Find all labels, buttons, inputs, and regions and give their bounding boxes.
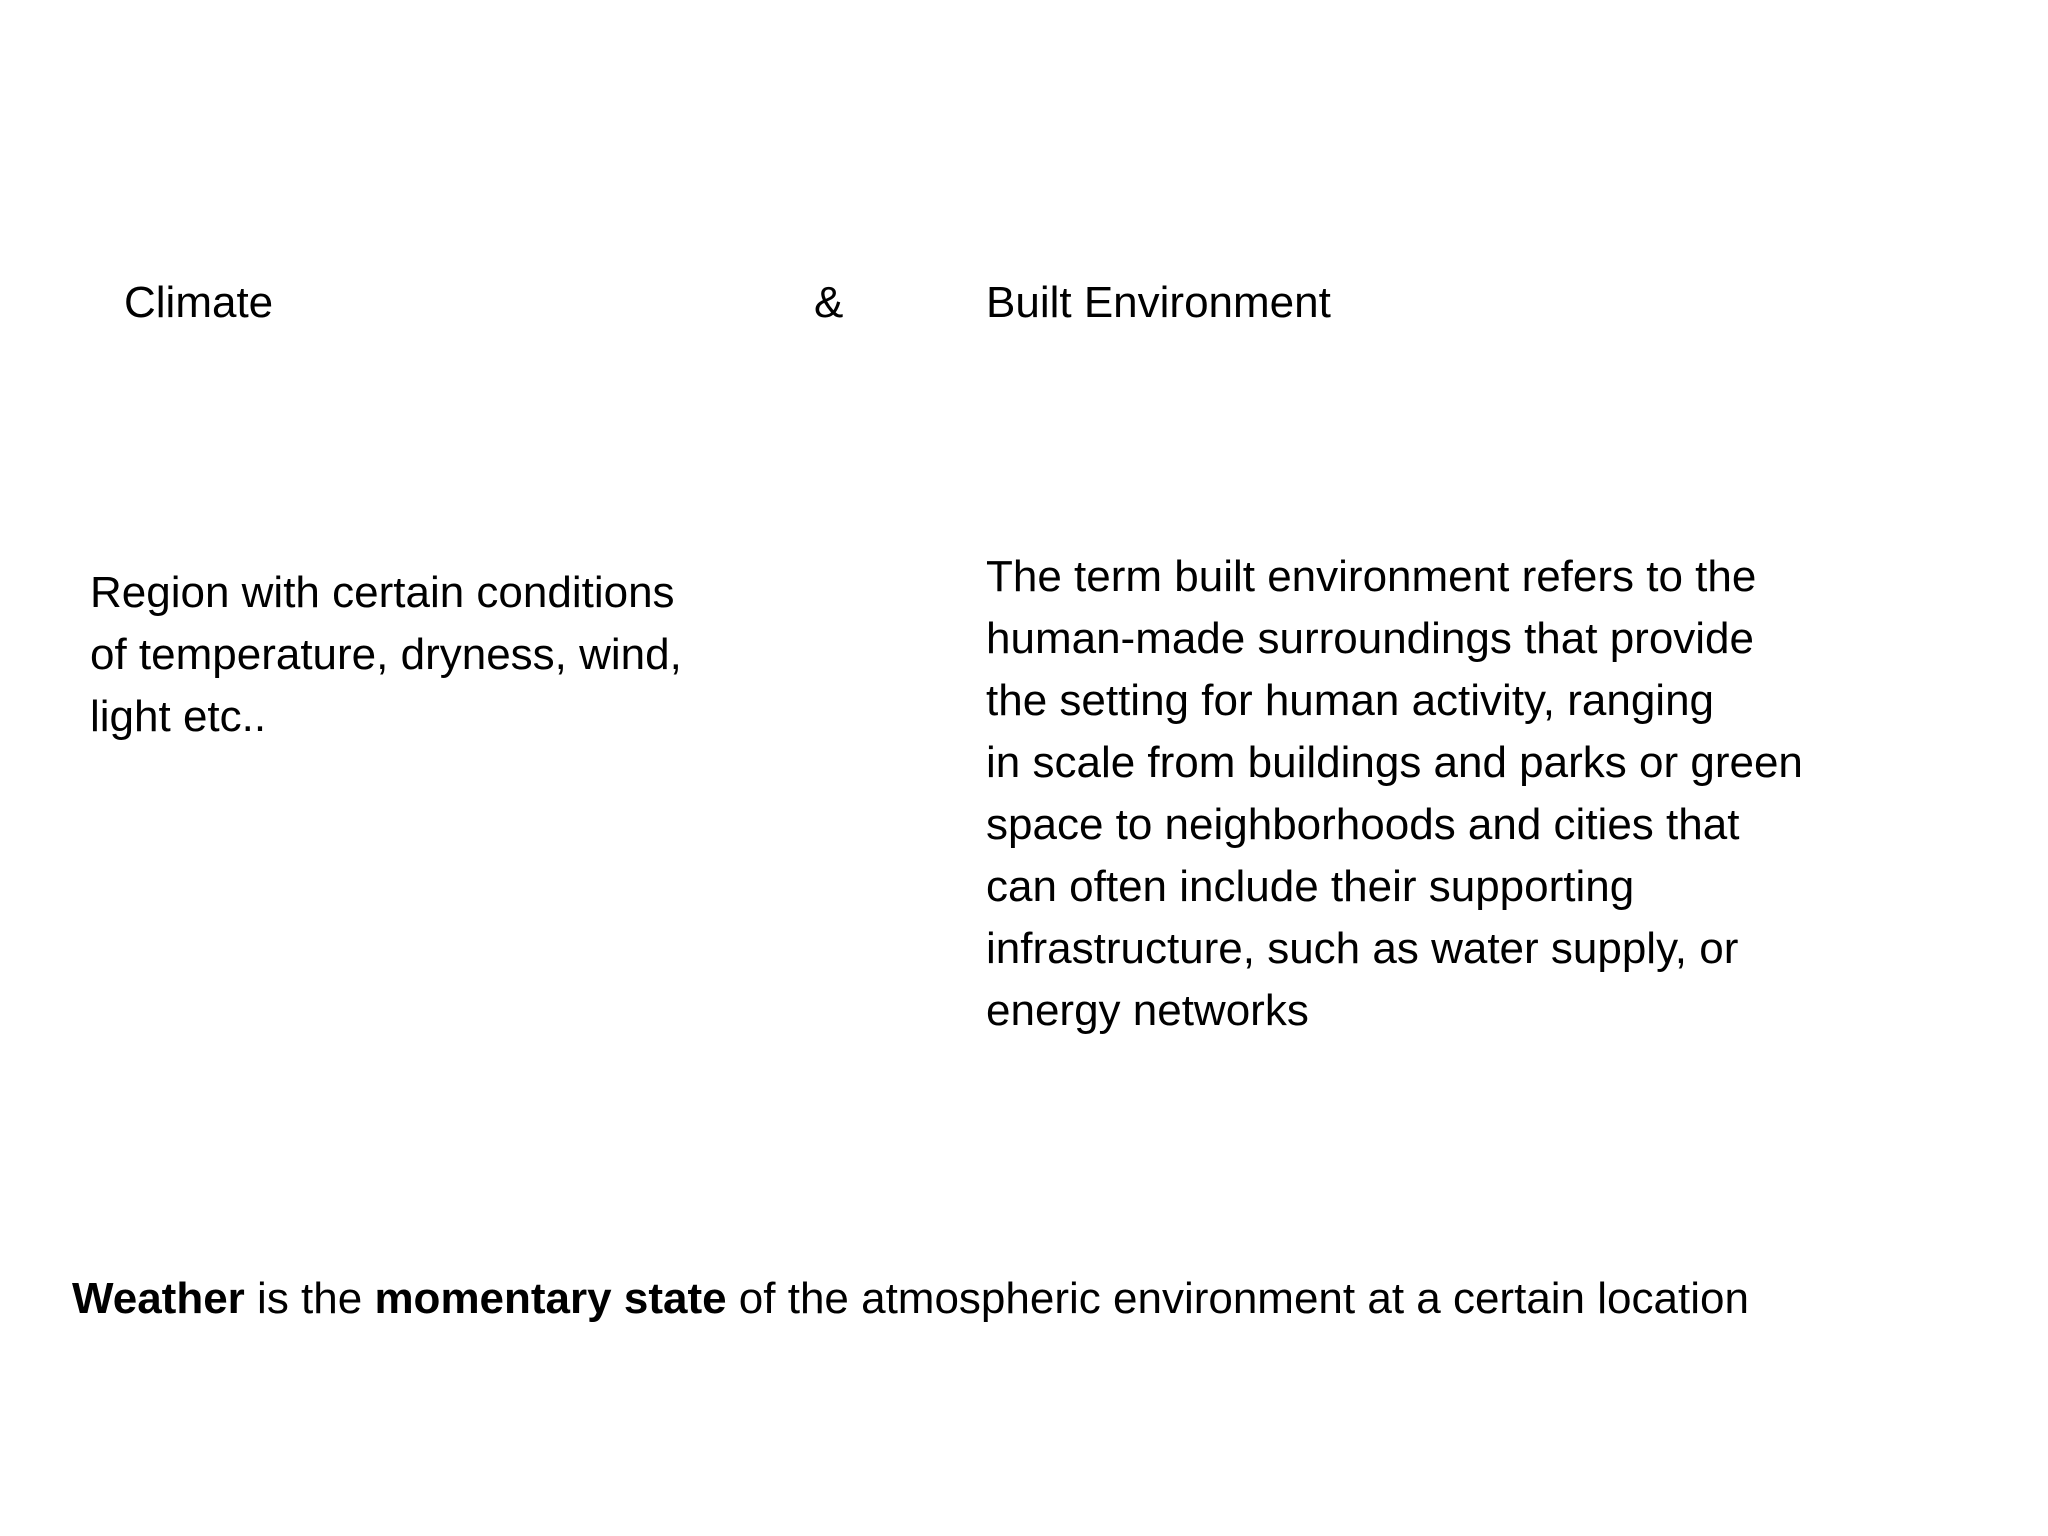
weather-emphasis: momentary state — [374, 1274, 727, 1323]
climate-description-line: of temperature, dryness, wind, — [90, 630, 682, 679]
climate-description-line: light etc.. — [90, 692, 267, 741]
built-environment-description-line: The term built environment refers to the — [986, 552, 1757, 601]
weather-text: of the atmospheric environment at a certain location — [726, 1274, 1749, 1323]
weather-text: is the — [244, 1274, 375, 1323]
built-environment-description-line: the setting for human activity, ranging — [986, 676, 1715, 725]
climate-description-line: Region with certain conditions — [90, 568, 675, 617]
weather-term: Weather — [72, 1274, 245, 1323]
built-environment-description-line: energy networks — [986, 986, 1309, 1035]
built-environment-description-line: space to neighborhoods and cities that — [986, 800, 1740, 849]
built-environment-description-line: infrastructure, such as water supply, or — [986, 924, 1739, 973]
built-environment-description-line: can often include their supporting — [986, 862, 1635, 911]
heading-climate: Climate — [124, 278, 274, 327]
heading-ampersand: & — [814, 278, 844, 327]
built-environment-description-line: human-made surroundings that provide — [986, 614, 1755, 663]
built-environment-description — [986, 546, 1803, 1042]
heading-built-environment: Built Environment — [986, 278, 1331, 327]
weather-definition — [72, 1268, 1749, 1330]
built-environment-description-line: in scale from buildings and parks or green — [986, 738, 1803, 787]
climate-description — [90, 562, 682, 748]
